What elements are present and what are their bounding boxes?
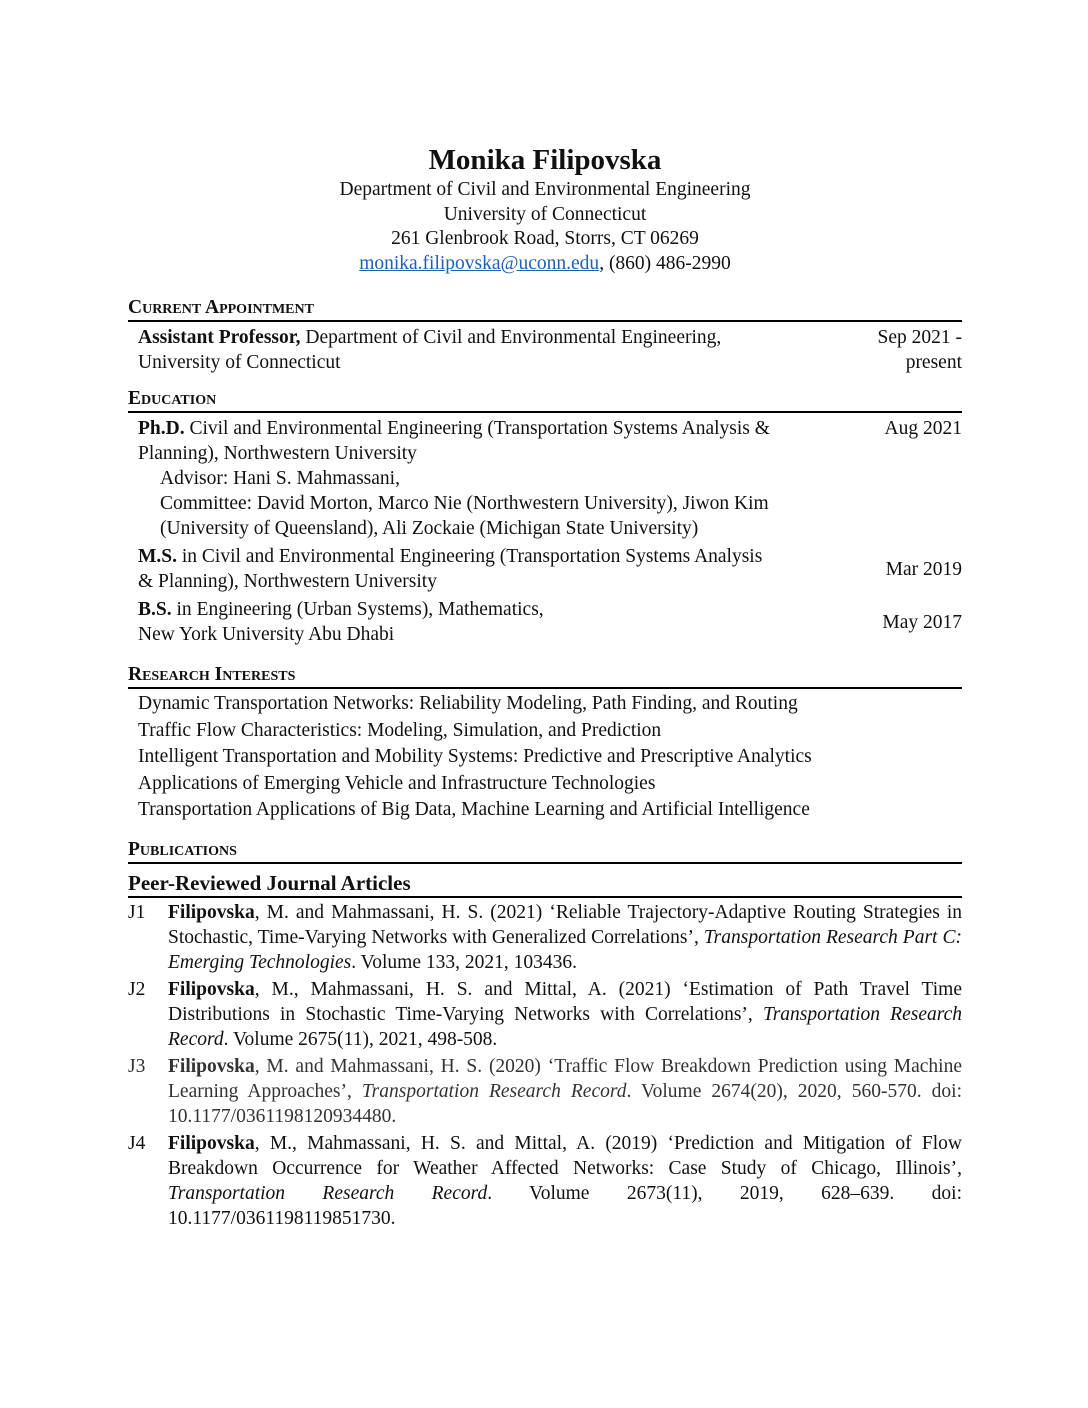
publication-citation: , M. and Mahmassani, H. S. (2020) ‘Traffic Flow Breakdown Prediction using Machine Learning Approaches’, <box>168 1055 962 1102</box>
appointment-line1: Department of Civil and Environmental Engineering, <box>300 327 722 348</box>
publication-journal: Transportation Research Record <box>361 1080 627 1102</box>
publication-journal: Transportation Research Record <box>168 1003 962 1050</box>
list-item: Dynamic Transportation Networks: Reliability Modeling, Path Finding, and Routing <box>138 693 798 714</box>
cv-header <box>128 142 962 276</box>
degree-label: Ph.D. <box>138 418 185 439</box>
publication-volume: . Volume 2674(20), 2020, 560-570. doi: 10.1177/0361198120934480. <box>168 1080 962 1127</box>
degree-line1: in Civil and Environmental Engineering (Transportation Systems Analysis <box>177 546 763 567</box>
education-entry-phd <box>128 416 962 541</box>
degree-label: M.S. <box>138 546 177 567</box>
publication-id: J2 <box>128 978 146 1000</box>
advisor: Advisor: Hani S. Mahmassani, <box>160 468 400 489</box>
section-title-appointment: Current Appointment <box>128 296 962 322</box>
publication-citation: , M., Mahmassani, H. S. and Mittal, A. (2019) ‘Prediction and Mitigation of Flow Breakdown Occurrence for Weather Affected Networks: Case Study of Chicago, Illinois’, <box>168 1132 962 1179</box>
publication-author: Filipovska <box>168 1055 255 1077</box>
publication-author: Filipovska <box>168 901 255 923</box>
publication-volume: . Volume 2673(11), 2019, 628–639. doi: 10.1177/0361198119851730. <box>168 1182 962 1229</box>
person-name: Monika Filipovska <box>428 144 662 176</box>
publication-entry <box>128 1054 962 1129</box>
education-entry-bs <box>128 597 962 647</box>
section-title-research: Research Interests <box>128 663 962 689</box>
appointment-role: Assistant Professor, <box>138 327 301 348</box>
education-entry-ms <box>128 544 962 594</box>
publication-journal: Transportation Research Record <box>168 1182 488 1204</box>
publication-citation: , M. and Mahmassani, H. S. (2021) ‘Reliable Trajectory-Adaptive Routing Strategies in Stochastic, Time-Varying Networks with Generalized Correlations’, <box>168 901 962 948</box>
degree-line2: & Planning), Northwestern University <box>138 571 437 592</box>
list-item: Traffic Flow Characteristics: Modeling, Simulation, and Prediction <box>138 719 662 741</box>
university: University of Connecticut <box>443 203 647 225</box>
degree-date: Mar 2019 <box>885 558 962 580</box>
email-link[interactable]: monika.filipovska@uconn.edu <box>359 252 600 274</box>
publication-id: J4 <box>128 1132 146 1154</box>
address: 261 Glenbrook Road, Storrs, CT 06269 <box>391 228 699 249</box>
publication-journal: Transportation Research Part C: Emerging Technologies <box>168 926 962 973</box>
degree-line2: New York University Abu Dhabi <box>138 624 395 645</box>
degree-line1: in Engineering (Urban Systems), Mathematics, <box>171 599 544 620</box>
publication-entry <box>128 977 962 1052</box>
list-item: Transportation Applications of Big Data, Machine Learning and Artificial Intelligence <box>138 799 810 820</box>
section-title-education: Education <box>128 387 962 413</box>
publication-citation: , M., Mahmassani, H. S. and Mittal, A. (2021) ‘Estimation of Path Travel Time Distributions in Stochastic Time-Varying Networks with Correlations’, <box>168 978 962 1025</box>
committee-line1: Committee: David Morton, Marco Nie (Northwestern University), Jiwon Kim <box>160 493 769 514</box>
cv-page <box>128 140 962 1231</box>
list-item: Intelligent Transportation and Mobility Systems: Predictive and Prescriptive Analytics <box>138 746 812 767</box>
appointment-date-start: Sep 2021 - <box>877 327 962 348</box>
contact-line <box>128 252 962 277</box>
publication-author: Filipovska <box>168 978 255 1000</box>
section-title-publications: Publications <box>128 838 962 864</box>
publication-entry <box>128 1131 962 1231</box>
publication-entry <box>128 900 962 975</box>
publication-author: Filipovska <box>168 1132 255 1154</box>
publication-id: J1 <box>128 901 146 923</box>
degree-date: Aug 2021 <box>884 418 962 439</box>
appointment-entry <box>128 325 962 375</box>
subsection-title-journals: Peer-Reviewed Journal Articles <box>128 870 962 898</box>
degree-line1: Civil and Environmental Engineering (Transportation Systems Analysis & <box>184 418 770 439</box>
department: Department of Civil and Environmental Engineering <box>339 179 751 200</box>
committee-line2: (University of Queensland), Ali Zockaie (Michigan State University) <box>160 518 699 539</box>
degree-line2: Planning), Northwestern University <box>138 443 417 464</box>
appointment-line2: University of Connecticut <box>138 352 341 373</box>
publication-id: J3 <box>128 1055 146 1077</box>
list-item: Applications of Emerging Vehicle and Infrastructure Technologies <box>138 772 656 794</box>
degree-date: May 2017 <box>882 611 962 633</box>
publication-volume: . Volume 133, 2021, 103436. <box>351 951 577 973</box>
research-interests-list <box>128 691 962 824</box>
degree-label: B.S. <box>138 599 172 620</box>
phone: , (860) 486-2990 <box>599 252 731 274</box>
appointment-date-end: present <box>905 352 962 373</box>
publication-volume: . Volume 2675(11), 2021, 498-508. <box>223 1028 498 1050</box>
